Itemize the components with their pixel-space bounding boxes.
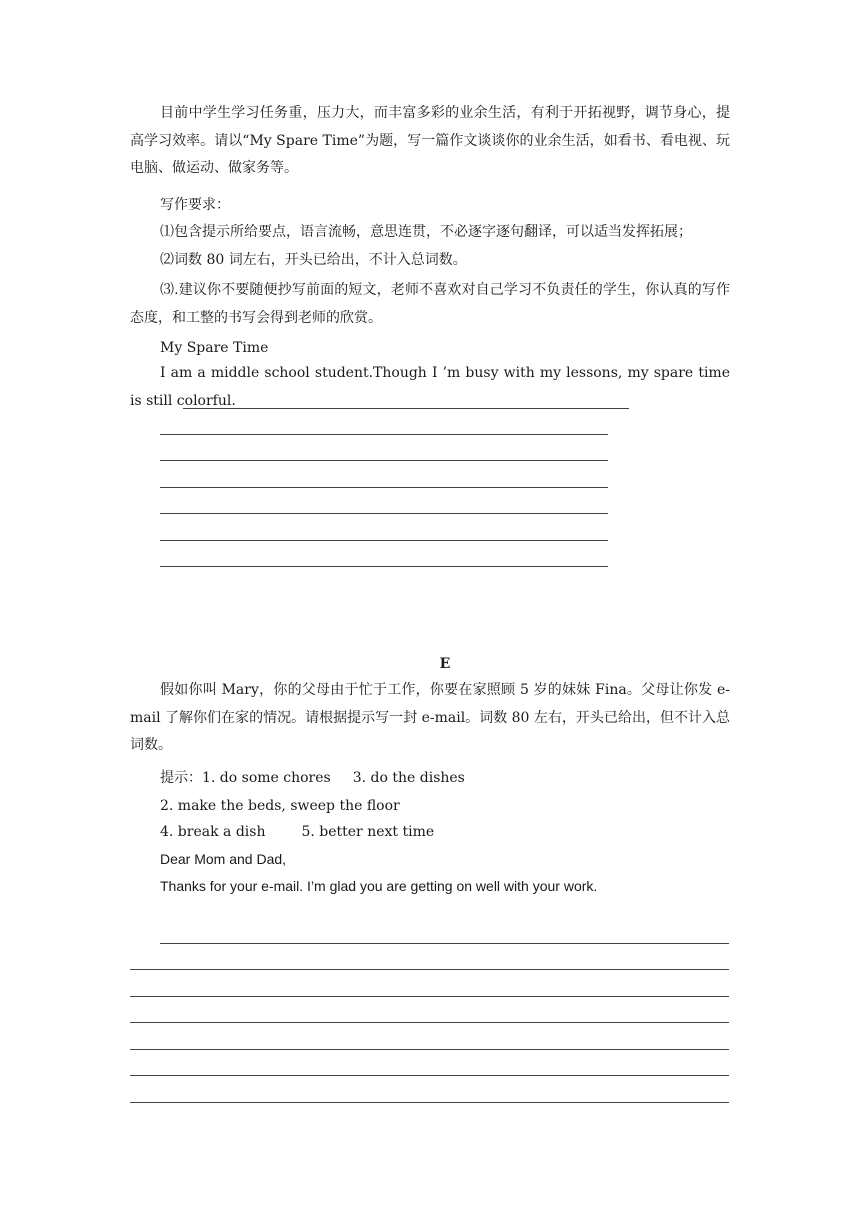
hint-5: 5. better next time: [301, 824, 435, 840]
writing-line: [130, 1049, 729, 1050]
writing-line: [160, 943, 729, 944]
writing-line: [160, 460, 608, 461]
hint-3: 3. do the dishes: [352, 770, 465, 786]
writing-line: [160, 487, 608, 488]
hints-label: 提示：: [160, 770, 202, 786]
hint-1: 1. do some chores: [202, 770, 331, 786]
writing-line: [183, 408, 629, 409]
hints-row-1: [160, 768, 465, 788]
writing-line: [130, 996, 729, 997]
section-d-intro: 目前中学生学习任务重，压力大，而丰富多彩的业余生活，有利于开拓视野，调节身心，提高学习效率。请以“My Spare Time”为题，写一篇作文谈谈你的业余生活，如看书、看电视、玩电脑、做运动、做家务等。: [130, 105, 730, 176]
section-e-intro: 假如你叫 Mary，你的父母由于忙于工作，你要在家照顾 5 岁的妹妹 Fina。父母让你发 e-mail 了解你们在家的情况。请根据提示写一封 e-mail。词数 80 左右，开头已给出，但不计入总词数。: [130, 682, 730, 753]
hints-row-3: [160, 822, 434, 842]
requirement-2: ⑵词数 80 词左右，开头已给出，不计入总词数。: [160, 252, 467, 268]
writing-line: [160, 566, 608, 567]
opening-sentence: Thanks for your e-mail. I’m glad you are getting on well with your work.: [160, 878, 598, 894]
hint-2: 2. make the beds, sweep the floor: [160, 798, 400, 814]
requirements-label: 写作要求：: [160, 197, 230, 213]
essay-start: I am a middle school student.Though I ’m busy with my lessons, my spare time is still colorful.: [130, 365, 730, 409]
essay-title: My Spare Time: [160, 340, 269, 356]
hint-4: 4. break a dish: [160, 824, 266, 840]
requirement-1: ⑴包含提示所给要点，语言流畅，意思连贯，不必逐字逐句翻译，可以适当发挥拓展；: [160, 224, 692, 240]
writing-line: [160, 513, 608, 514]
writing-line: [160, 434, 608, 435]
section-e-heading: E: [439, 656, 451, 672]
writing-line: [130, 1022, 729, 1023]
writing-line: [130, 1075, 729, 1076]
writing-line: [130, 969, 729, 970]
writing-line: [160, 540, 608, 541]
writing-line: [130, 1102, 729, 1103]
requirement-3: ⑶.建议你不要随便抄写前面的短文，老师不喜欢对自己学习不负责任的学生，你认真的写作态度，和工整的书写会得到老师的欣赏。: [130, 282, 730, 326]
salutation: Dear Mom and Dad,: [160, 851, 287, 867]
